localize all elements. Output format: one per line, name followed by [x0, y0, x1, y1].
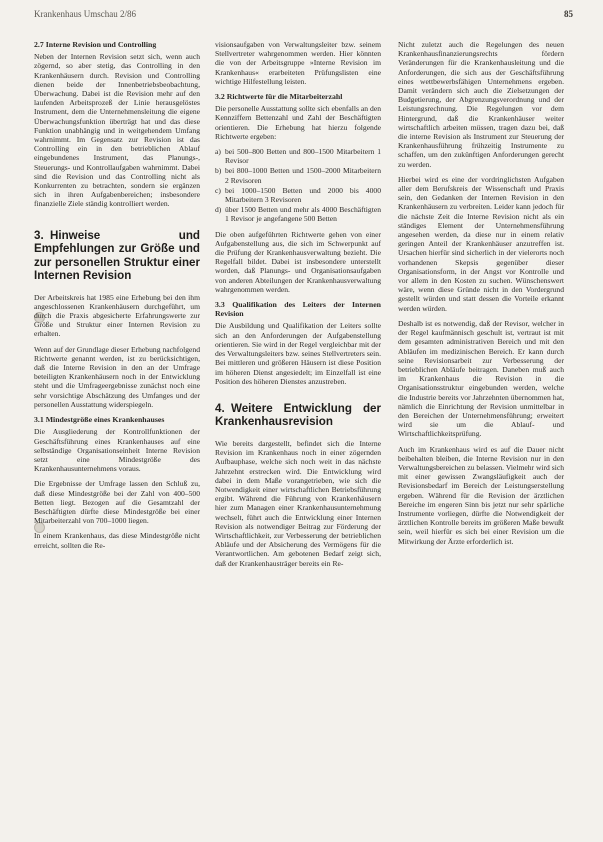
- column-left: [34, 40, 200, 556]
- section-heading-3-1: 3.1 Mindestgröße eines Krankenhauses: [34, 415, 165, 425]
- paragraph: Wie bereits dargestellt, befindet sich die Interne Revision im Krankenhaus noch in einer zögernden Aufbauphase, welche sich noch weit in das nächste Jahrzehnt erstrecken wird. Die Entwicklung wird dabei in dem Maße vorangetrieben, wie sich die Notwendigkeit einer wirtschaftlichen Betriebsführung ergibt. Während die Führung von Krankenhäusern hier zum Managen einer Krankenhausunternehmung wechselt, führt auch die Entwicklung einer Internen Revision als notwendiger Beitrag zur Förderung der Wirtschaftlichkeit, zur Verbesserung der betrieblichen Abläufe und der Absicherung des Vermögens für die Verantwortlichen. Am gebotenen Bedarf zeigt sich, daß der Krankenhausträger bereits ein Re-: [215, 438, 381, 568]
- paragraph: Die Ausbildung und Qualifikation der Leiters sollte sich an den Anforderungen der Aufgabenstellung orientieren. Sie wird in der Regel vergleichbar mit der des Verwaltungsleiters bzw. seines Stellvertreters sein. Bei mittleren und größeren Häusern ist diese Position im höheren Dienst angesiedelt; im Einzelfall ist eine Position des höheren Dienstes anzustreben.: [215, 321, 381, 386]
- paragraph: Neben der Internen Revision setzt sich, wenn auch zögernd, so aber stetig, das Controlling in den Krankenhäusern durch. Revision und Controlling dienen beide der Innenbetriebsbeobachtung, Überwachung. Dabei ist die Revision mehr auf den laufenden Arbeitsprozeß der Linie herausgelöstes Instrument, dem die Unternehmensleitung die eigene Überwachungsfunktion überträgt hat und das diese Funktion unabhängig und in weitgehendem Umfang wahrnimmt. Im Gegensatz zur Revision ist das Controlling ein in den betrieblichen Ablauf eingebundenes Instrument, das Planungs-, Steuerungs- und Kontrollaufgaben wahrnimmt. Dabei sind die Revision und das Controlling nicht als Konkurrenten zu betrachten, sondern sie ergänzen sich in ihren Aufgabenbereichen; insbesondere finanzielle Ziele ständig kontrolliert werden.: [34, 52, 200, 209]
- column-right: [398, 40, 564, 552]
- running-head: [34, 9, 573, 23]
- list-item-label: c): [215, 185, 221, 195]
- list-item: [215, 205, 381, 223]
- running-title: Krankenhaus Umschau 2/86: [34, 9, 136, 19]
- paragraph: Die Ausgliederung der Kontrollfunktionen der Geschäftsführung eines Krankenhauses auf eine selbständige Organisationseinheit Interne Revision setzt eine Mindestgröße des Krankenhausunternehmens voraus.: [34, 427, 200, 474]
- chapter-number: 3.: [34, 228, 44, 242]
- column-middle: [215, 40, 381, 574]
- paragraph: Auch im Krankenhaus wird es auf die Dauer nicht beibehalten bleiben, die Interne Revision nur in den Verwaltungsbereichen zu belassen. Vielmehr wird sich mit einer gewissen Zwangsläufigkeit auch der Revisionsbedarf im Bereich der Leistungserstellung ergeben. Während für die Revision der ärztlichen Bereiche im engeren Sinn bis jetzt nur sehr spärliche Instrumente vorliegen, dürfte die Notwendigkeit der ärztlichen Kontrolle bereits im größeren Maße bewußt sein, weil hierfür es sich bei einer Revision um die Mitwirkung der Ärzte erforderlich ist.: [398, 444, 564, 546]
- paragraph: visionsaufgaben von Verwaltungsleiter bzw. seinem Stellvertreter wahrgenommen werden. Hier könnten die von der Arbeitsgruppe »Interne Revision im Krankenhaus« erarbeiteten Prüfungslisten eine wichtige Hilfestellung leisten.: [215, 40, 381, 86]
- paragraph: Hierbei wird es eine der vordringlichsten Aufgaben aller dem Berufskreis der Wissenschaft und Praxis sein, den Gedanken der Internen Revision in den Krankenhäusern zu verbreiten. Leider kann jedoch für die nächste Zeit die Interne Revision nicht als ein ständiges Element der Unternehmensführung angesehen werden, da diese nur in einem relativ geringen Anteil der Krankenhäuser anzutreffen ist. Ursachen hierfür sind sicherlich in der vielerorts noch vorhandenen Skepsis gegenüber dieser Organisationsform, in der Angst vor Kontrolle und vor allem in den Kosten zu suchen. Wünschenswert wäre, wenn diese Gründe nicht in den Vordergrund gestellt würden und statt dessen die Vorteile erkannt werden würden.: [398, 174, 564, 313]
- list-item-text: bei 500–800 Betten und 800–1500 Mitarbeitern 1 Revisor: [225, 147, 381, 166]
- chapter-title: Hinweise und Empfehlungen zur Größe und zur personellen Struktur einer Internen Revision: [34, 228, 200, 283]
- page-number: 85: [564, 9, 573, 19]
- paragraph: Die Ergebnisse der Umfrage lassen den Schluß zu, daß diese Mindestgröße bei der Zahl von 400–500 Betten liegt. Bezogen auf die Gesamtzahl der Beschäftigten dürfte diese Mindestgröße bei einer Mitarbeiterzahl von 700–1000 liegen.: [34, 479, 200, 526]
- paragraph: Die personelle Ausstattung sollte sich ebenfalls an den Kennziffern Bettenzahl und Zahl der Beschäftigten orientieren. Die Erhebung hat hierzu folgende Richtwerte ergeben:: [215, 104, 381, 141]
- list-item-text: bei 1000–1500 Betten und 2000 bis 4000 Mitarbeitern 3 Revisoren: [225, 185, 381, 205]
- paragraph: Die oben aufgeführten Richtwerte gehen von einer Aufgabenstellung aus, die sich im Schwerpunkt auf die Prüfung der Krankenhausverwaltung bezieht. Die Regelfall bildet. Dabei ist insbesondere unterstellt worden, daß Planungs- und Organisationsaufgaben von anderen Abteilungen der Krankenhausverwaltung wahrgenommen werden.: [215, 229, 381, 294]
- paragraph: Wenn auf der Grundlage dieser Erhebung nachfolgend Richtwerte genannt werden, ist zu berücksichtigen, daß die Interne Revision in den an der Umfrage beteiligten Krankenhäusern noch in der Entwicklung steht und die Umfrageergebnisse zunächst noch eine sehr vorsichtige Abschätzung des Umfanges und der personellen Ausstattung widerspiegeln.: [34, 344, 200, 409]
- section-heading-2-7: 2.7 Interne Revision und Controlling: [34, 40, 157, 49]
- list-item-text: bei 800–1000 Betten und 1500–2000 Mitarbeitern 2 Revisoren: [225, 166, 381, 185]
- list-item-label: b): [215, 166, 222, 176]
- section-heading-3-2: 3.2 Richtwerte für die Mitarbeiterzahl: [215, 92, 343, 102]
- list-item-label: a): [215, 147, 221, 157]
- staffing-guideline-list: [215, 147, 381, 224]
- list-item: [215, 166, 381, 184]
- chapter-heading-3: [34, 229, 200, 283]
- paragraph: In einem Krankenhaus, das diese Mindestgröße nicht erreicht, sollten die Re-: [34, 531, 200, 550]
- list-item: [215, 147, 381, 165]
- section-heading-3-3: 3.3 Qualifikation des Leiters der Internen Revision: [215, 300, 381, 319]
- chapter-number: 4.: [215, 401, 225, 415]
- chapter-heading-4: [215, 402, 381, 429]
- paragraph: Der Arbeitskreis hat 1985 eine Erhebung bei den ihm angeschlossenen Krankenhäusern durchgeführt, um durch die Praxis abgesicherte Erfahrungswerte zur Größe und Struktur einer Internen Revision zu erhalten.: [34, 292, 200, 339]
- chapter-title: Weitere Entwicklung der Krankenhausrevision: [215, 401, 381, 429]
- list-item-text: über 1500 Betten und mehr als 4000 Beschäftigten 1 Revisor je angefangene 500 Betten: [225, 205, 381, 224]
- list-item-label: d): [215, 205, 222, 215]
- list-item: [215, 186, 381, 204]
- paragraph: Nicht zuletzt auch die Regelungen des neuen Krankenhausfinanzierungsrechts fördern Veränderungen für die Krankenhausleitung und die Anforderungen, die sich aus der Geschäftsführung eines wettbewerbsfähigen Unternehmens ergeben. Damit verändern sich auch die Zielsetzungen der Budgetierung, der Abgrenzungsverordnung und der Leistungsrechnung. Die Regelungen vor dem Hintergrund, daß die Krankenhäuser weiter wirtschaftlich arbeiten müssen, tragen dazu bei, daß die interne Revision als Instrument zur Steuerung der Krankenhausführung frühzeitig Instrumente zu schaffen, um den zukünftigen Anforderungen gerecht zu werden.: [398, 40, 564, 169]
- paragraph: Deshalb ist es notwendig, daß der Revisor, welcher in der Regel kaufmännisch geschult ist, vertraut ist mit dem gesamten administrativen Bereich und mit den Abläufen im medizinischen Bereich. Er kann durch seine Revisionsarbeit zur Verbesserung der betrieblichen Abläufe beitragen. Daneben muß auch im Krankenhaus die Revision in die Organisationsstruktur eingebunden werden, welche die Industrie bereits vor Jahrzehnten übernommen hat, nämlich die Einrichtung der Revision unmittelbar in den Bereichen der Unternehmensführung; erweitert wird sie um die Ablauf- und Wirtschaftlichkeitsprüfung.: [398, 318, 564, 439]
